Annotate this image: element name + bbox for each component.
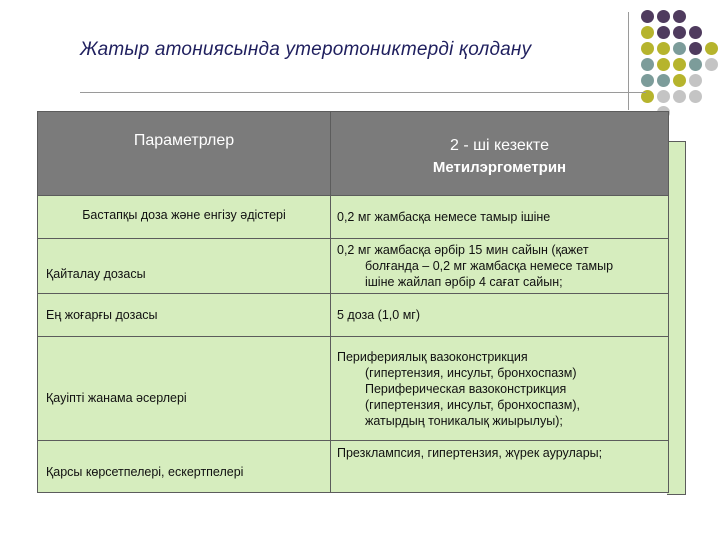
dot [689,74,702,87]
dot [673,90,686,103]
decorative-vertical-line [628,12,629,110]
row-value: Презклампсия, гипертензия, жүрек аурулары; [331,441,669,493]
slide-title: Жатыр атониясында утеротониктерді қолдану [80,39,532,60]
row-value: 5 доза (1,0 мг) [331,294,669,337]
row-label: Қауіпті жанама әсерлері [38,337,331,441]
dot [705,42,718,55]
row-value: 0,2 мг жамбасқа әрбір 15 мин сайын (қажет болғанда – 0,2 мг жамбасқа немесе тамыр ішіне жайлап әрбір 4 сағат сайын; [331,239,669,294]
row-value: Перифериялық вазоконстрикция (гипертензия, инсульт, бронхоспазм) Периферическая вазоконстрикция (гипертензия, инсульт, бронхоспазм), жатырдың тоникалық жиырылуы); [331,337,669,441]
table-row [38,337,669,441]
dosage-table [37,111,669,493]
dot [673,74,686,87]
header-drug-name: Метилэргометрин [432,159,567,176]
header-parameters: Параметрлер [38,112,331,196]
table-row [38,239,669,294]
dot [641,10,654,23]
dot [689,42,702,55]
table-header-row [38,112,669,196]
table-row [38,441,669,493]
dot [641,26,654,39]
row-label: Ең жоғарғы дозасы [38,294,331,337]
dot [657,58,670,71]
dot [657,42,670,55]
dot [673,10,686,23]
dot [641,42,654,55]
table-row [38,294,669,337]
dot [673,42,686,55]
row-label: Бастапқы доза және енгізу әдістері [38,196,331,239]
decorative-horizontal-line [80,92,646,93]
row-label: Қайталау дозасы [38,239,331,294]
dot [673,58,686,71]
dot [657,74,670,87]
dot [689,26,702,39]
table-row [38,196,669,239]
dot [689,90,702,103]
dot [657,10,670,23]
table-offset-strip [667,141,686,495]
dot [673,26,686,39]
dot [641,74,654,87]
row-value: 0,2 мг жамбасқа немесе тамыр ішіне [331,196,669,239]
dot [705,58,718,71]
dot [689,58,702,71]
dot [641,58,654,71]
dot [657,26,670,39]
header-drug [331,112,669,196]
row-label: Қарсы көрсетпелері, ескертпелері [38,441,331,493]
dot [657,90,670,103]
header-stage: 2 - ші кезекте [450,137,549,154]
